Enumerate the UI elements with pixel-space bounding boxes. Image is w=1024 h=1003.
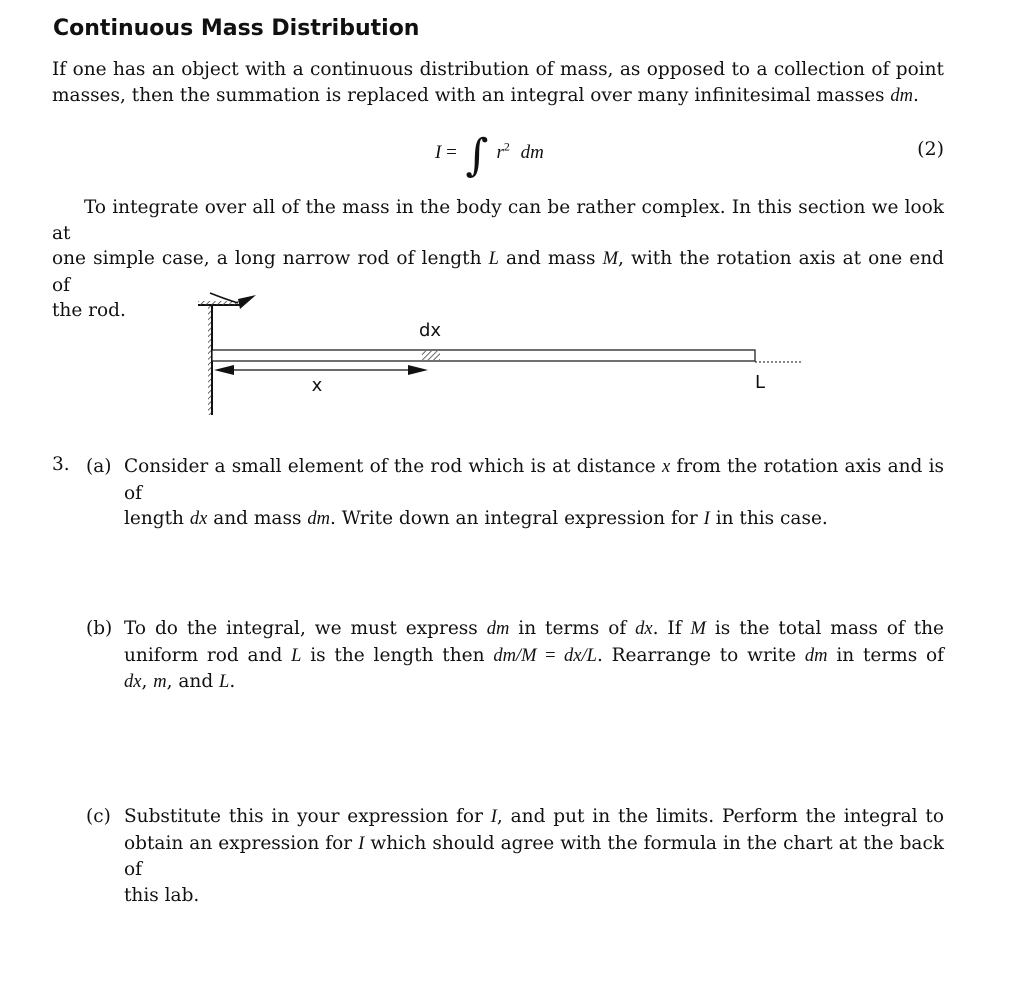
eq-r: r bbox=[496, 142, 504, 163]
text: . bbox=[229, 671, 236, 692]
text: is the total mass of the bbox=[705, 618, 944, 639]
var-dx: dx bbox=[635, 619, 653, 639]
var-L: L bbox=[488, 249, 499, 269]
part-a-line-2 bbox=[124, 506, 944, 533]
text: and mass bbox=[207, 508, 308, 529]
text: uniform rod and bbox=[124, 644, 292, 666]
text: in terms of bbox=[827, 644, 944, 666]
section-title: Continuous Mass Distribution bbox=[53, 16, 420, 41]
part-b-body bbox=[124, 616, 944, 696]
text: . Write down an integral expression for bbox=[329, 508, 704, 529]
rod-text: one simple case, a long narrow rod of length bbox=[52, 248, 489, 269]
var-M: M bbox=[690, 619, 706, 639]
integral-sign: ∫ bbox=[465, 130, 489, 181]
eq-dm: dm bbox=[520, 142, 544, 163]
intro-line-2 bbox=[52, 83, 944, 110]
rod bbox=[212, 350, 755, 361]
var-dm: dm bbox=[307, 509, 330, 529]
var-I: I bbox=[358, 833, 365, 854]
equation-number: (2) bbox=[917, 138, 944, 160]
rod-text: and mass bbox=[498, 248, 603, 269]
label-dx: dx bbox=[418, 320, 442, 341]
question-part-c bbox=[86, 804, 944, 908]
text: from the rotation axis and is of bbox=[124, 456, 945, 504]
part-b-line-1 bbox=[124, 616, 944, 643]
question-part-b bbox=[86, 616, 944, 696]
var-dx: dx bbox=[189, 509, 208, 529]
rod-text: , with the rotation axis at one end of bbox=[52, 248, 944, 296]
x-arrow-left-head bbox=[214, 365, 234, 375]
var-I: I bbox=[703, 509, 710, 529]
text: Substitute this in your expression for bbox=[124, 806, 491, 827]
part-c-line-3: this lab. bbox=[124, 884, 200, 906]
rotation-arrow-head bbox=[238, 295, 256, 309]
text: To do the integral, we must express bbox=[124, 618, 487, 639]
eq-equals: = bbox=[446, 142, 457, 163]
rod-line-1: To integrate over all of the mass in the body can be rather complex. In this section we look at bbox=[52, 197, 944, 244]
text: length bbox=[124, 508, 190, 529]
question-part-a bbox=[86, 454, 944, 533]
text: which should agree with the formula in the chart at the back of bbox=[124, 832, 945, 880]
text: in terms of bbox=[509, 618, 636, 639]
intro-text: masses, then the summation is replaced with an integral over many infinitesimal masses bbox=[52, 84, 891, 106]
var-dm: dm bbox=[890, 85, 914, 106]
question-number: 3. bbox=[52, 454, 70, 475]
text: , and bbox=[166, 671, 220, 692]
part-b-line-2 bbox=[124, 643, 944, 670]
x-arrow-right-head bbox=[408, 365, 428, 375]
var-dx: dx bbox=[124, 672, 142, 692]
part-b-label: (b) bbox=[86, 618, 113, 639]
label-L: L bbox=[754, 372, 766, 393]
intro-paragraph bbox=[52, 57, 944, 109]
var-x: x bbox=[661, 457, 671, 477]
var-dm: dm bbox=[486, 619, 510, 639]
text: in this case. bbox=[709, 508, 828, 529]
var-M: M bbox=[602, 249, 619, 269]
text: , bbox=[141, 671, 154, 692]
part-a-line-1 bbox=[124, 454, 944, 506]
text: . If bbox=[652, 618, 691, 639]
dx-element bbox=[422, 351, 440, 360]
part-c-line-1 bbox=[124, 804, 944, 831]
ratio-equation: dm/M = dx/L bbox=[493, 645, 597, 666]
part-c-body bbox=[124, 804, 944, 908]
rod-diagram bbox=[180, 285, 820, 425]
var-dm: dm bbox=[804, 645, 828, 666]
text: obtain an expression for bbox=[124, 832, 359, 854]
var-L: L bbox=[291, 645, 302, 666]
eq-exponent: 2 bbox=[503, 139, 510, 154]
part-c-label: (c) bbox=[86, 806, 111, 827]
text: Consider a small element of the rod which is at distance bbox=[124, 456, 662, 477]
text: , and put in the limits. Perform the integral to bbox=[496, 806, 944, 827]
label-x: x bbox=[311, 375, 323, 396]
var-L: L bbox=[219, 672, 230, 692]
intro-line-1: If one has an object with a continuous distribution of mass, as opposed to a collection of point bbox=[52, 59, 944, 80]
part-b-line-3 bbox=[124, 669, 944, 696]
part-a-label: (a) bbox=[86, 456, 112, 477]
rod-line-3: the rod. bbox=[52, 300, 126, 321]
moment-of-inertia-equation bbox=[435, 130, 544, 181]
var-I: I bbox=[490, 807, 497, 827]
part-a-body bbox=[124, 454, 944, 533]
punct: . bbox=[913, 84, 919, 106]
eq-lhs: I bbox=[435, 142, 442, 163]
text: . Rearrange to write bbox=[596, 644, 805, 666]
text: is the length then bbox=[301, 644, 494, 666]
part-c-line-2 bbox=[124, 831, 944, 883]
var-m: m bbox=[153, 672, 167, 692]
